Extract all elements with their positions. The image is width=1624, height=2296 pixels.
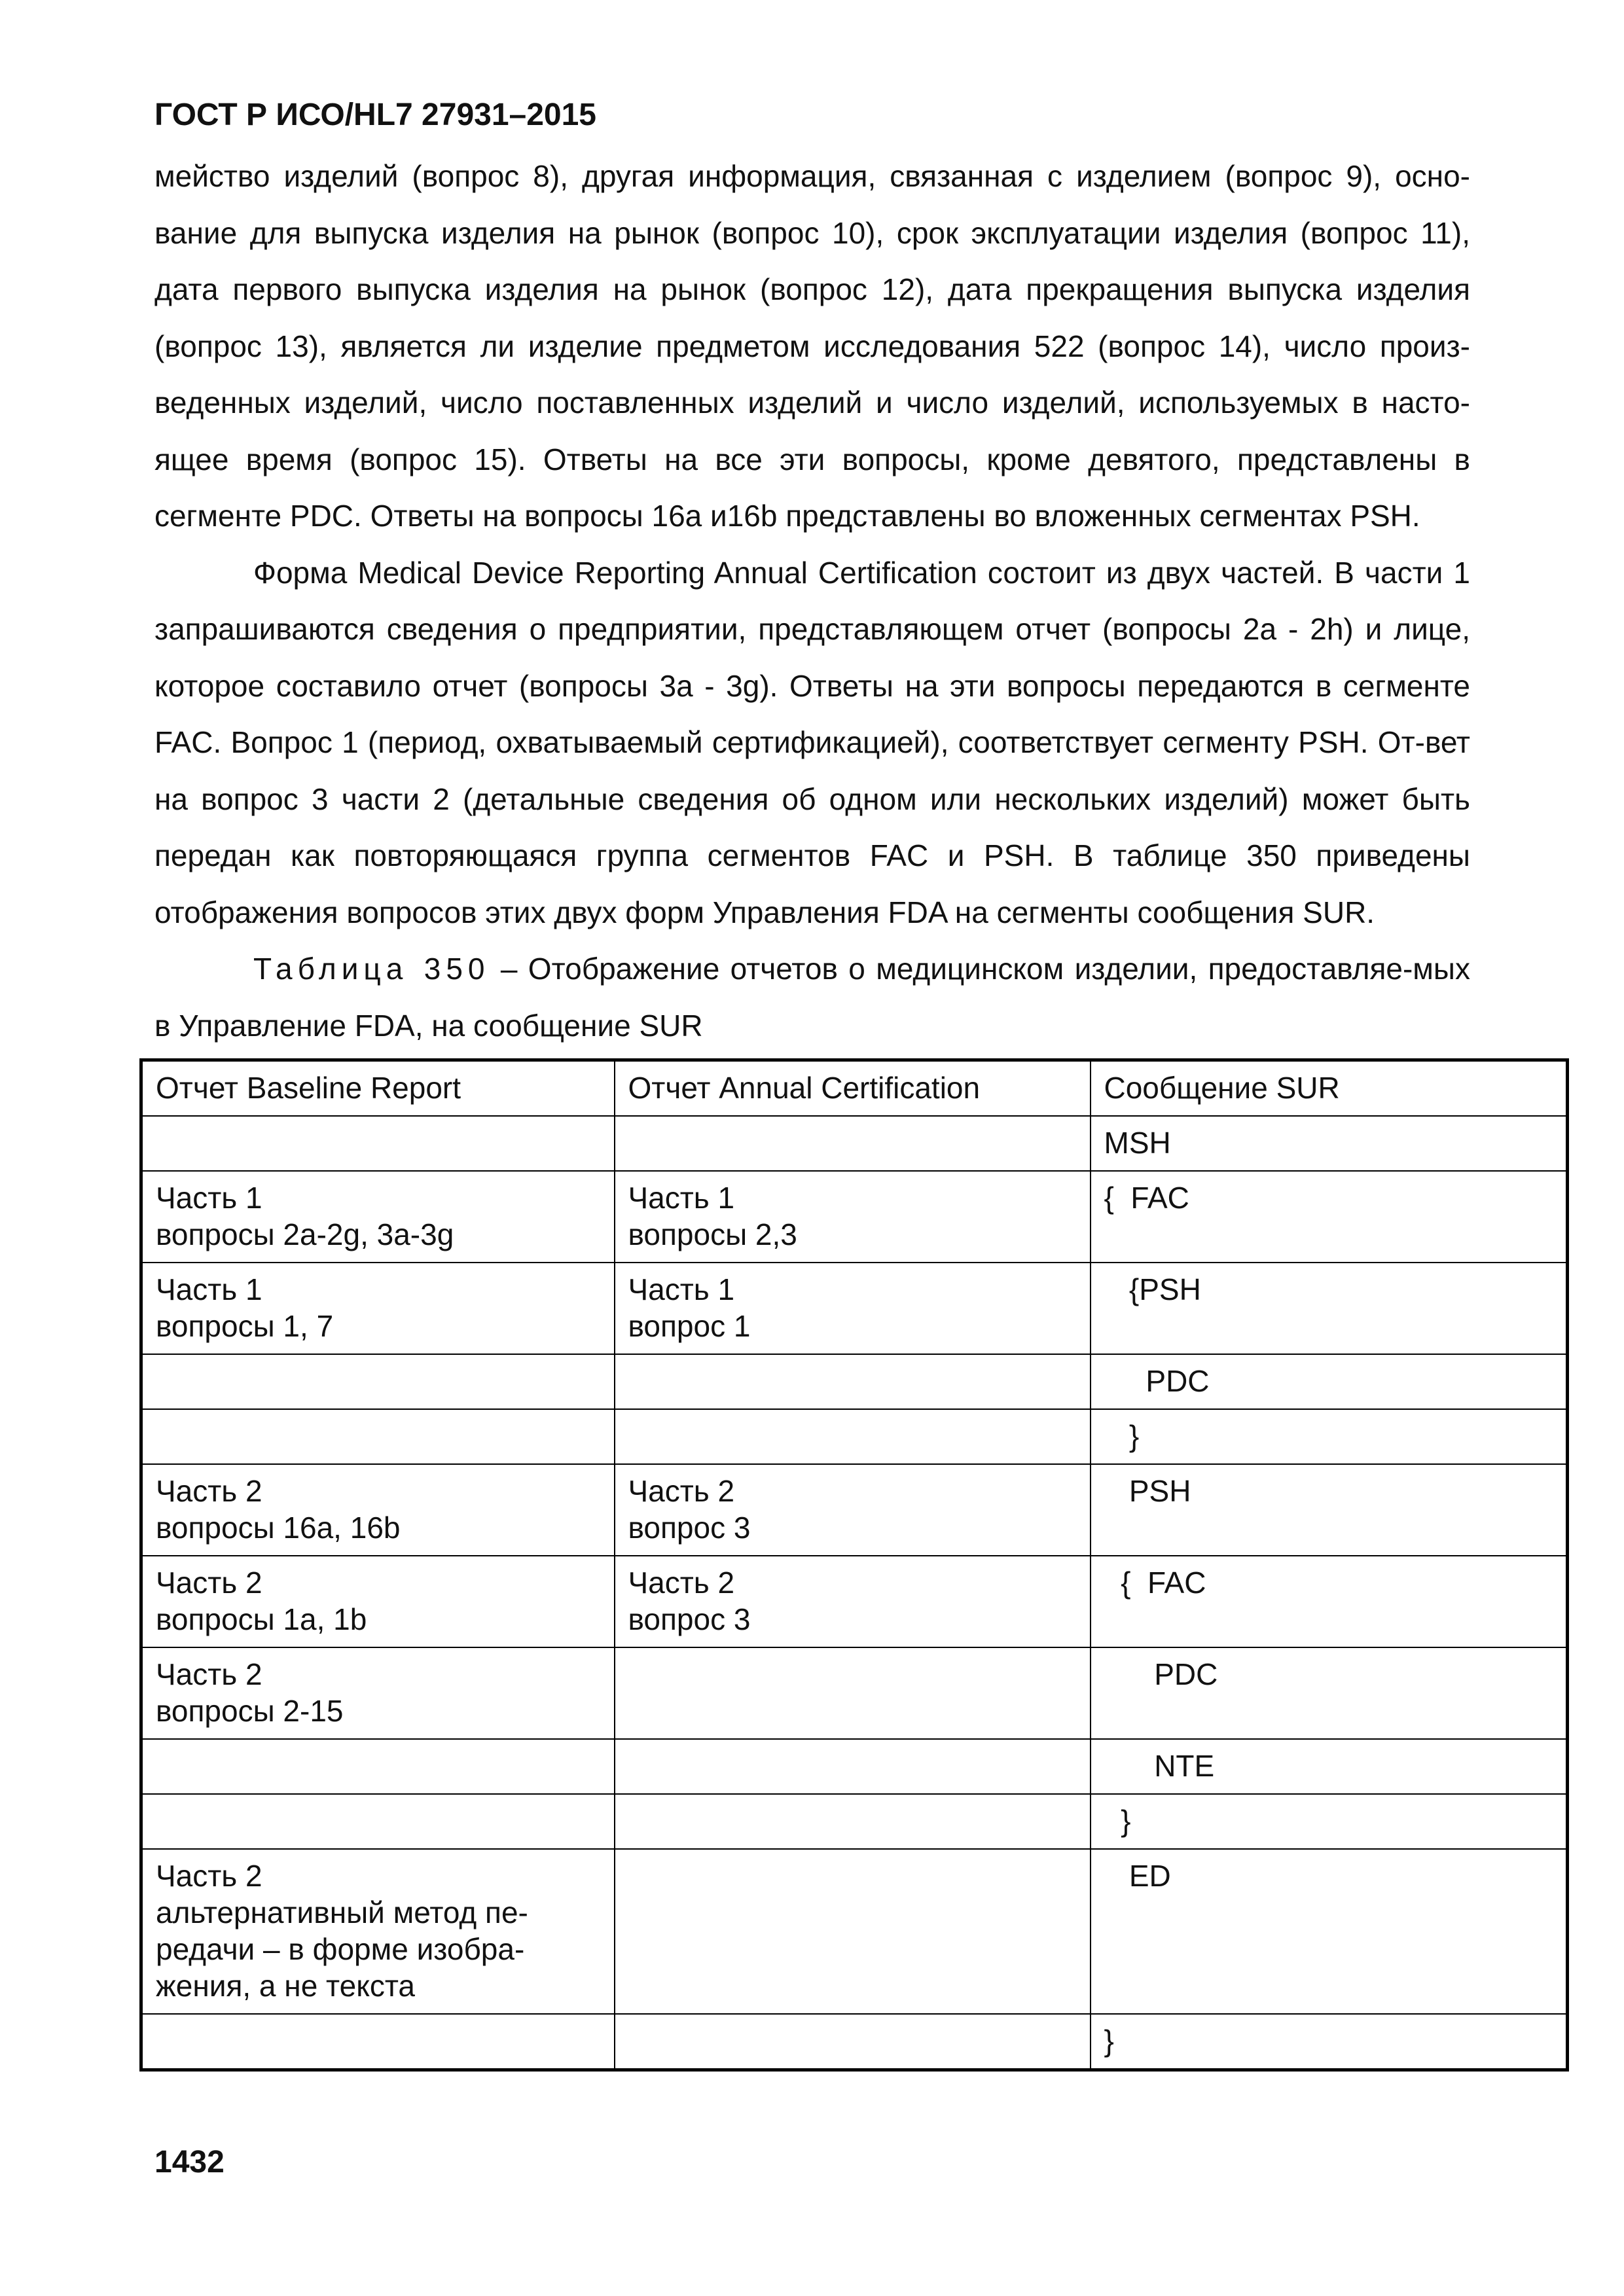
table-row — [141, 1354, 1568, 1409]
table-row — [141, 1409, 1568, 1464]
table-row — [141, 1116, 1568, 1171]
sur-segment-cell: } — [1091, 2014, 1568, 2070]
annual-cell — [615, 1409, 1091, 1464]
annual-cell: Часть 1 вопрос 1 — [615, 1263, 1091, 1354]
header-baseline-report: Отчет Baseline Report — [141, 1060, 615, 1117]
baseline-cell — [141, 1409, 615, 1464]
table-caption-label: Таблица 350 — [253, 952, 490, 986]
header-sur-message: Сообщение SUR — [1091, 1060, 1568, 1117]
baseline-cell — [141, 2014, 615, 2070]
table-row — [141, 1263, 1568, 1354]
sur-segment-cell: PSH — [1091, 1464, 1568, 1556]
baseline-cell: Часть 1 вопросы 1, 7 — [141, 1263, 615, 1354]
sur-segment-cell: NTE — [1091, 1739, 1568, 1794]
sur-segment-cell: ED — [1091, 1849, 1568, 2014]
table-row — [141, 1849, 1568, 2014]
table-header-row — [141, 1060, 1568, 1117]
sur-segment-cell: { FAC — [1091, 1556, 1568, 1647]
table-row — [141, 1556, 1568, 1647]
baseline-cell: Часть 1 вопросы 2а-2g, 3а-3g — [141, 1171, 615, 1263]
paragraph-2: Форма Medical Device Reporting Annual Certification состоит из двух частей. В части 1 запрашиваются сведения о предприятии, представляющем отчет (вопросы 2a - 2h) и лице, которое составило отчет (вопросы 3a - 3g). Ответы на эти вопросы передаются в сегменте FAC. Вопрос 1 (период, охватываемый сертификацией), соответствует сегменту PSH. От-вет на вопрос 3 части 2 (детальные сведения об одном или нескольких изделий) может быть передан как повторяющаяся группа сегментов FAC и PSH. В таблице 350 приведены отображения вопросов этих двух форм Управления FDA на сегменты сообщения SUR. — [154, 555, 1470, 929]
baseline-cell: Часть 2 вопросы 16а, 16b — [141, 1464, 615, 1556]
annual-cell: Часть 2 вопрос 3 — [615, 1464, 1091, 1556]
table-caption-text: – Отображение отчетов о медицинском изделии, предоставляе-мых в Управление FDA, на сообщение SUR — [154, 952, 1470, 1043]
annual-cell — [615, 1739, 1091, 1794]
table-row — [141, 1464, 1568, 1556]
sur-segment-cell: {PSH — [1091, 1263, 1568, 1354]
sur-segment-cell: MSH — [1091, 1116, 1568, 1171]
baseline-cell — [141, 1116, 615, 1171]
annual-cell — [615, 1116, 1091, 1171]
mapping-table — [139, 1058, 1569, 2072]
annual-cell: Часть 1 вопросы 2,3 — [615, 1171, 1091, 1263]
annual-cell: Часть 2 вопрос 3 — [615, 1556, 1091, 1647]
annual-cell — [615, 2014, 1091, 2070]
annual-cell — [615, 1354, 1091, 1409]
sur-segment-cell: { FAC — [1091, 1171, 1568, 1263]
annual-cell — [615, 1849, 1091, 2014]
baseline-cell — [141, 1794, 615, 1849]
table-row — [141, 1794, 1568, 1849]
page-number: 1432 — [154, 2145, 225, 2179]
table-row — [141, 1739, 1568, 1794]
baseline-cell: Часть 2 вопросы 1а, 1b — [141, 1556, 615, 1647]
table-row — [141, 2014, 1568, 2070]
header-annual-certification: Отчет Annual Certification — [615, 1060, 1091, 1117]
paragraph-1: мейство изделий (вопрос 8), другая информация, связанная с изделием (вопрос 9), осно-вание для выпуска изделия на рынок (вопрос 10), срок эксплуатации изделия (вопрос 11), дата первого выпуска изделия на рынок (вопрос 12), дата прекращения выпуска изделия (вопрос 13), является ли изделие предметом исследования 522 (вопрос 14), число произ-веденных изделий, число поставленных изделий и число изделий, используемых в насто-ящее время (вопрос 15). Ответы на все эти вопросы, кроме девятого, представлены в сегменте PDC. Ответы на вопросы 16а и16b представлены во вложенных сегментах PSH. — [154, 159, 1470, 533]
baseline-cell — [141, 1739, 615, 1794]
sur-segment-cell: } — [1091, 1794, 1568, 1849]
document-header: ГОСТ Р ИСО/HL7 27931–2015 — [154, 98, 596, 132]
table-body — [141, 1116, 1568, 2070]
body-text — [154, 148, 1470, 1054]
sur-segment-cell: PDC — [1091, 1354, 1568, 1409]
annual-cell — [615, 1647, 1091, 1739]
baseline-cell — [141, 1354, 615, 1409]
baseline-cell: Часть 2 вопросы 2-15 — [141, 1647, 615, 1739]
table-row — [141, 1171, 1568, 1263]
table-caption — [154, 941, 1470, 1054]
sur-segment-cell: PDC — [1091, 1647, 1568, 1739]
sur-segment-cell: } — [1091, 1409, 1568, 1464]
annual-cell — [615, 1794, 1091, 1849]
table-row — [141, 1647, 1568, 1739]
baseline-cell: Часть 2 альтернативный метод пе- редачи – в форме изобра- жения, а не текста — [141, 1849, 615, 2014]
